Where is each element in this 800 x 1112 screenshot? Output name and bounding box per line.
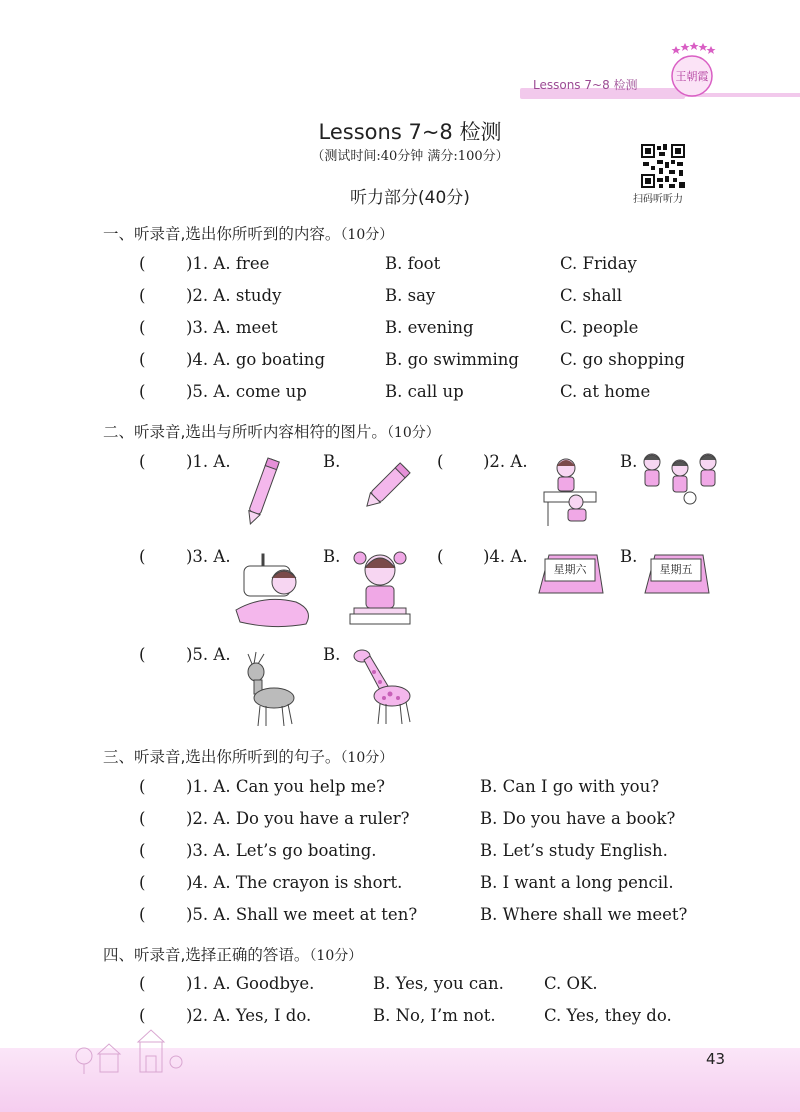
- qr-code-label: 扫码听听力: [633, 194, 683, 205]
- answer-paren[interactable]: (: [437, 452, 444, 471]
- picture-option-b-label: B.: [323, 645, 341, 664]
- option-c: C. shall: [560, 286, 623, 305]
- answer-paren[interactable]: (: [139, 841, 146, 860]
- section-title-text: 三、听录音,选出你所听到的句子。: [103, 748, 341, 766]
- answer-paren[interactable]: (: [437, 547, 444, 566]
- option-a: )2. A. study: [186, 286, 282, 305]
- option-b: B. call up: [385, 382, 464, 401]
- option-b: B. Yes, you can.: [373, 974, 504, 993]
- section-title-text: 四、听录音,选择正确的答语。: [103, 946, 310, 964]
- section-4-title: [103, 943, 362, 965]
- picture-option-a-label: )4. A.: [483, 547, 528, 566]
- answer-paren[interactable]: (: [139, 974, 146, 993]
- answer-paren[interactable]: (: [139, 382, 146, 401]
- section-points: （10分）: [340, 227, 394, 243]
- answer-paren[interactable]: (: [139, 254, 146, 273]
- children-playing-picture-icon[interactable]: [540, 454, 600, 530]
- option-b: B. foot: [385, 254, 441, 273]
- picture-option-a-label: )1. A.: [186, 452, 231, 471]
- answer-paren[interactable]: (: [139, 905, 146, 924]
- option-b: B. evening: [385, 318, 474, 337]
- test-info: （测试时间:40分钟 满分:100分）: [311, 149, 509, 164]
- option-a: )5. A. come up: [186, 382, 307, 401]
- option-a: )3. A. meet: [186, 318, 278, 337]
- option-c: C. OK.: [544, 974, 598, 993]
- option-b: B. Can I go with you?: [480, 777, 660, 796]
- page-number: 43: [706, 1050, 726, 1068]
- option-b: B. Where shall we meet?: [480, 905, 688, 924]
- option-a: )4. A. The crayon is short.: [186, 873, 403, 892]
- giraffe-picture-icon[interactable]: [350, 646, 416, 726]
- picture-option-a-label: )2. A.: [483, 452, 528, 471]
- answer-paren[interactable]: (: [139, 350, 146, 369]
- section-points: （10分）: [309, 948, 363, 964]
- footer-decoration-icon: [60, 1026, 190, 1074]
- calendar-day-label: 星期五: [659, 563, 693, 576]
- option-c: C. Friday: [560, 254, 637, 273]
- option-b: B. Do you have a book?: [480, 809, 676, 828]
- publisher-logo-icon: [664, 40, 720, 98]
- header-section-label: Lessons 7~8 检测: [533, 78, 638, 92]
- calendar-friday-picture[interactable]: [643, 551, 711, 595]
- answer-paren[interactable]: (: [139, 809, 146, 828]
- option-b: B. I want a long pencil.: [480, 873, 674, 892]
- section-1-title: [103, 222, 393, 244]
- option-a: )1. A. free: [186, 254, 270, 273]
- option-b: B. go swimming: [385, 350, 519, 369]
- picture-option-b-label: B.: [323, 547, 341, 566]
- answer-paren[interactable]: (: [139, 873, 146, 892]
- option-b: B. Let’s study English.: [480, 841, 668, 860]
- picture-option-a-label: )3. A.: [186, 547, 231, 566]
- option-b: B. say: [385, 286, 436, 305]
- option-c: C. at home: [560, 382, 651, 401]
- page-title: Lessons 7~8 检测: [318, 120, 502, 144]
- answer-paren[interactable]: (: [139, 777, 146, 796]
- kids-playing-football-picture-icon[interactable]: [638, 450, 722, 508]
- picture-option-b-label: B.: [620, 547, 638, 566]
- picture-option-b-label: B.: [620, 452, 638, 471]
- picture-option-b-label: B.: [323, 452, 341, 471]
- answer-paren[interactable]: (: [139, 547, 146, 566]
- calendar-saturday-picture[interactable]: [537, 551, 605, 595]
- qr-code-icon[interactable]: [641, 144, 685, 188]
- section-3-title: [103, 745, 393, 767]
- option-a: )4. A. go boating: [186, 350, 326, 369]
- svg-text:王朝霞: 王朝霞: [675, 70, 709, 83]
- option-a: )5. A. Shall we meet at ten?: [186, 905, 418, 924]
- section-title-text: 一、听录音,选出你所听到的内容。: [103, 225, 341, 243]
- answer-paren[interactable]: (: [139, 452, 146, 471]
- calendar-day-label: 星期六: [553, 563, 587, 576]
- option-a: )1. A. Can you help me?: [186, 777, 386, 796]
- deer-picture-icon[interactable]: [234, 650, 300, 730]
- option-a: )2. A. Yes, I do.: [186, 1006, 312, 1025]
- option-a: )3. A. Let’s go boating.: [186, 841, 377, 860]
- long-pencil-picture-icon[interactable]: [232, 454, 292, 530]
- answer-paren[interactable]: (: [139, 286, 146, 305]
- option-b: B. No, I’m not.: [373, 1006, 496, 1025]
- option-c: C. people: [560, 318, 639, 337]
- answer-paren[interactable]: (: [139, 645, 146, 664]
- answer-paren[interactable]: (: [139, 318, 146, 337]
- option-c: C. Yes, they do.: [544, 1006, 672, 1025]
- girl-studying-picture-icon[interactable]: [348, 546, 412, 628]
- option-a: )1. A. Goodbye.: [186, 974, 315, 993]
- short-pencil-picture-icon[interactable]: [352, 458, 420, 516]
- section-points: （10分）: [340, 750, 394, 766]
- picture-option-a-label: )5. A.: [186, 645, 231, 664]
- option-a: )2. A. Do you have a ruler?: [186, 809, 410, 828]
- section-points: （10分）: [386, 425, 440, 441]
- option-c: C. go shopping: [560, 350, 685, 369]
- answer-paren[interactable]: (: [139, 1006, 146, 1025]
- section-2-title: [103, 420, 440, 442]
- section-title-text: 二、听录音,选出与所听内容相符的图片。: [103, 423, 387, 441]
- listening-part-title: 听力部分(40分): [350, 188, 470, 208]
- girl-sleeping-picture-icon[interactable]: [234, 550, 318, 628]
